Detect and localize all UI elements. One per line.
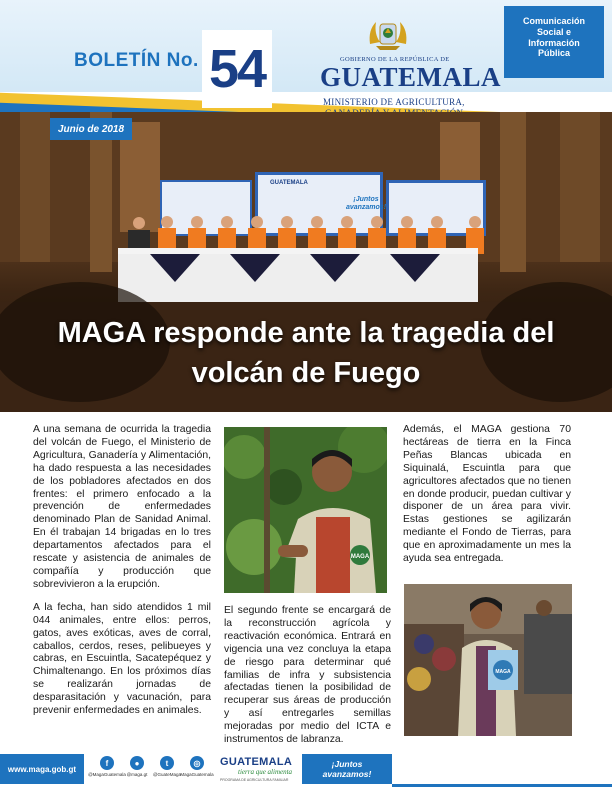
gt-logo-line3: PROGRAMA DE AGRICULTURA FAMILIAR	[220, 778, 289, 782]
website-link[interactable]: www.maga.gob.gt	[0, 754, 84, 784]
facebook-icon[interactable]: f	[100, 756, 114, 770]
article-paragraph: El segundo frente se encargará de la reconstrucción agrícola y reactivación económica. Entrará en vigencia una vez concluya la etapa de riesgo para determinar qué familias de infra y subsistencia afectadas tienen la posibilidad de recuperar sus áreas de producción y así entregarles semillas mejoradas por medio del ICTA e instrumentos de labranza.	[224, 605, 391, 746]
article-paragraph: A la fecha, han sido atendidos 1 mil 044 animales, entre ellos: perros, gatos, aves exóticas, aves de corral, caballos, cerdos, reses, pelibueyes y cabras, en Escuintla, Sacatepéquez y Chimaltenango. En los próximos días se realizarán jornadas de desparasitación y vacunación, para prevenir enfermedades en animales.	[33, 601, 211, 717]
twitter-handle: @GuateMaga	[152, 772, 182, 777]
article-column-1	[33, 424, 211, 718]
hero-banner-line2: avanzamos!	[345, 204, 387, 211]
aid-worker-clipboard-photo	[404, 584, 572, 736]
bulletin-number: 54	[208, 39, 266, 99]
technician-coffee-plant-photo	[224, 427, 387, 593]
hero-banner-slogan	[338, 196, 394, 212]
slogan-badge	[302, 754, 392, 784]
hero-banner-line1: ¡Juntos	[353, 196, 379, 203]
guatemala-wordmark: GUATEMALA	[320, 62, 502, 92]
gt-logo-line1: GUATEMALA	[220, 756, 293, 768]
article-title-line1: MAGA responde ante la tragedia del	[57, 317, 555, 349]
vest-logo: MAGA	[495, 669, 511, 675]
gt-logo-line2: tierra que alimenta	[238, 768, 293, 776]
article-column-3	[403, 424, 571, 566]
vest-logo: MAGA	[350, 554, 370, 560]
communication-line3: Información	[528, 37, 580, 48]
hero-press-conference-photo	[0, 112, 612, 412]
government-small-label: GOBIERNO DE LA REPÚBLICA DE	[340, 56, 450, 63]
hero-banner-logo: GUATEMALA	[270, 180, 308, 186]
bulletin-date: Junio de 2018	[50, 118, 132, 140]
communication-line4: Pública	[537, 48, 570, 59]
bulletin-footer	[0, 750, 612, 792]
instagram-icon[interactable]: ◎	[190, 756, 204, 770]
slogan-line1: ¡Juntos	[331, 759, 363, 769]
facebook-handle: @MagaGuatemala	[88, 772, 126, 777]
communication-line2: Social e	[536, 26, 572, 37]
twitter-icon[interactable]: t	[160, 756, 174, 770]
aid-worker-illustration	[404, 584, 572, 736]
flickr-handle: @maga.gt	[126, 772, 148, 777]
article-column-2	[224, 605, 391, 747]
guatemala-tierra-logo	[214, 756, 298, 786]
ministry-name-line1: MINISTERIO DE AGRICULTURA,	[323, 97, 465, 107]
bulletin-number-box	[202, 30, 272, 108]
communication-line1: Comunicación	[522, 16, 585, 26]
technician-illustration	[224, 427, 387, 593]
slogan-line2: avanzamos!	[322, 769, 372, 779]
instagram-handle: MagaGuatemala	[180, 772, 214, 777]
article-title-line2: volcán de Fuego	[191, 357, 421, 389]
guatemala-coat-of-arms-icon	[366, 14, 410, 54]
article-paragraph: Además, el MAGA gestiona 70 hectáreas de tierra en la Finca Peñas Blancas ubicada en Siquinalá, Escuintla para que agricultores afectados que no tienen en donde producir, puedan cultivar y disponer de un área para vivir. Estas gestiones se agilizarán mediante el Fondo de Tierras, para que en aproximadamente un mes la ayuda sea entregada.	[403, 424, 571, 565]
flickr-icon[interactable]: ●	[130, 756, 144, 770]
footer-divider	[392, 784, 612, 787]
communication-box	[504, 6, 604, 78]
article-paragraph: A una semana de ocurrida la tragedia del volcán de Fuego, el Ministerio de Agricultura, Ganadería y Alimentación, ha dado respuesta a las necesidades de los pobladores afectados en dos frentes: el primero enfocado a la prevención de enfermedades denominado Plan de Sanidad Animal. En él trabajan 14 brigadas en lo tres departamentos afectados para el rescate y asistencia de animales de compañía y producción que sobrevivieron a la erupción.	[33, 424, 211, 590]
bulletin-label: BOLETÍN No.	[74, 50, 199, 71]
